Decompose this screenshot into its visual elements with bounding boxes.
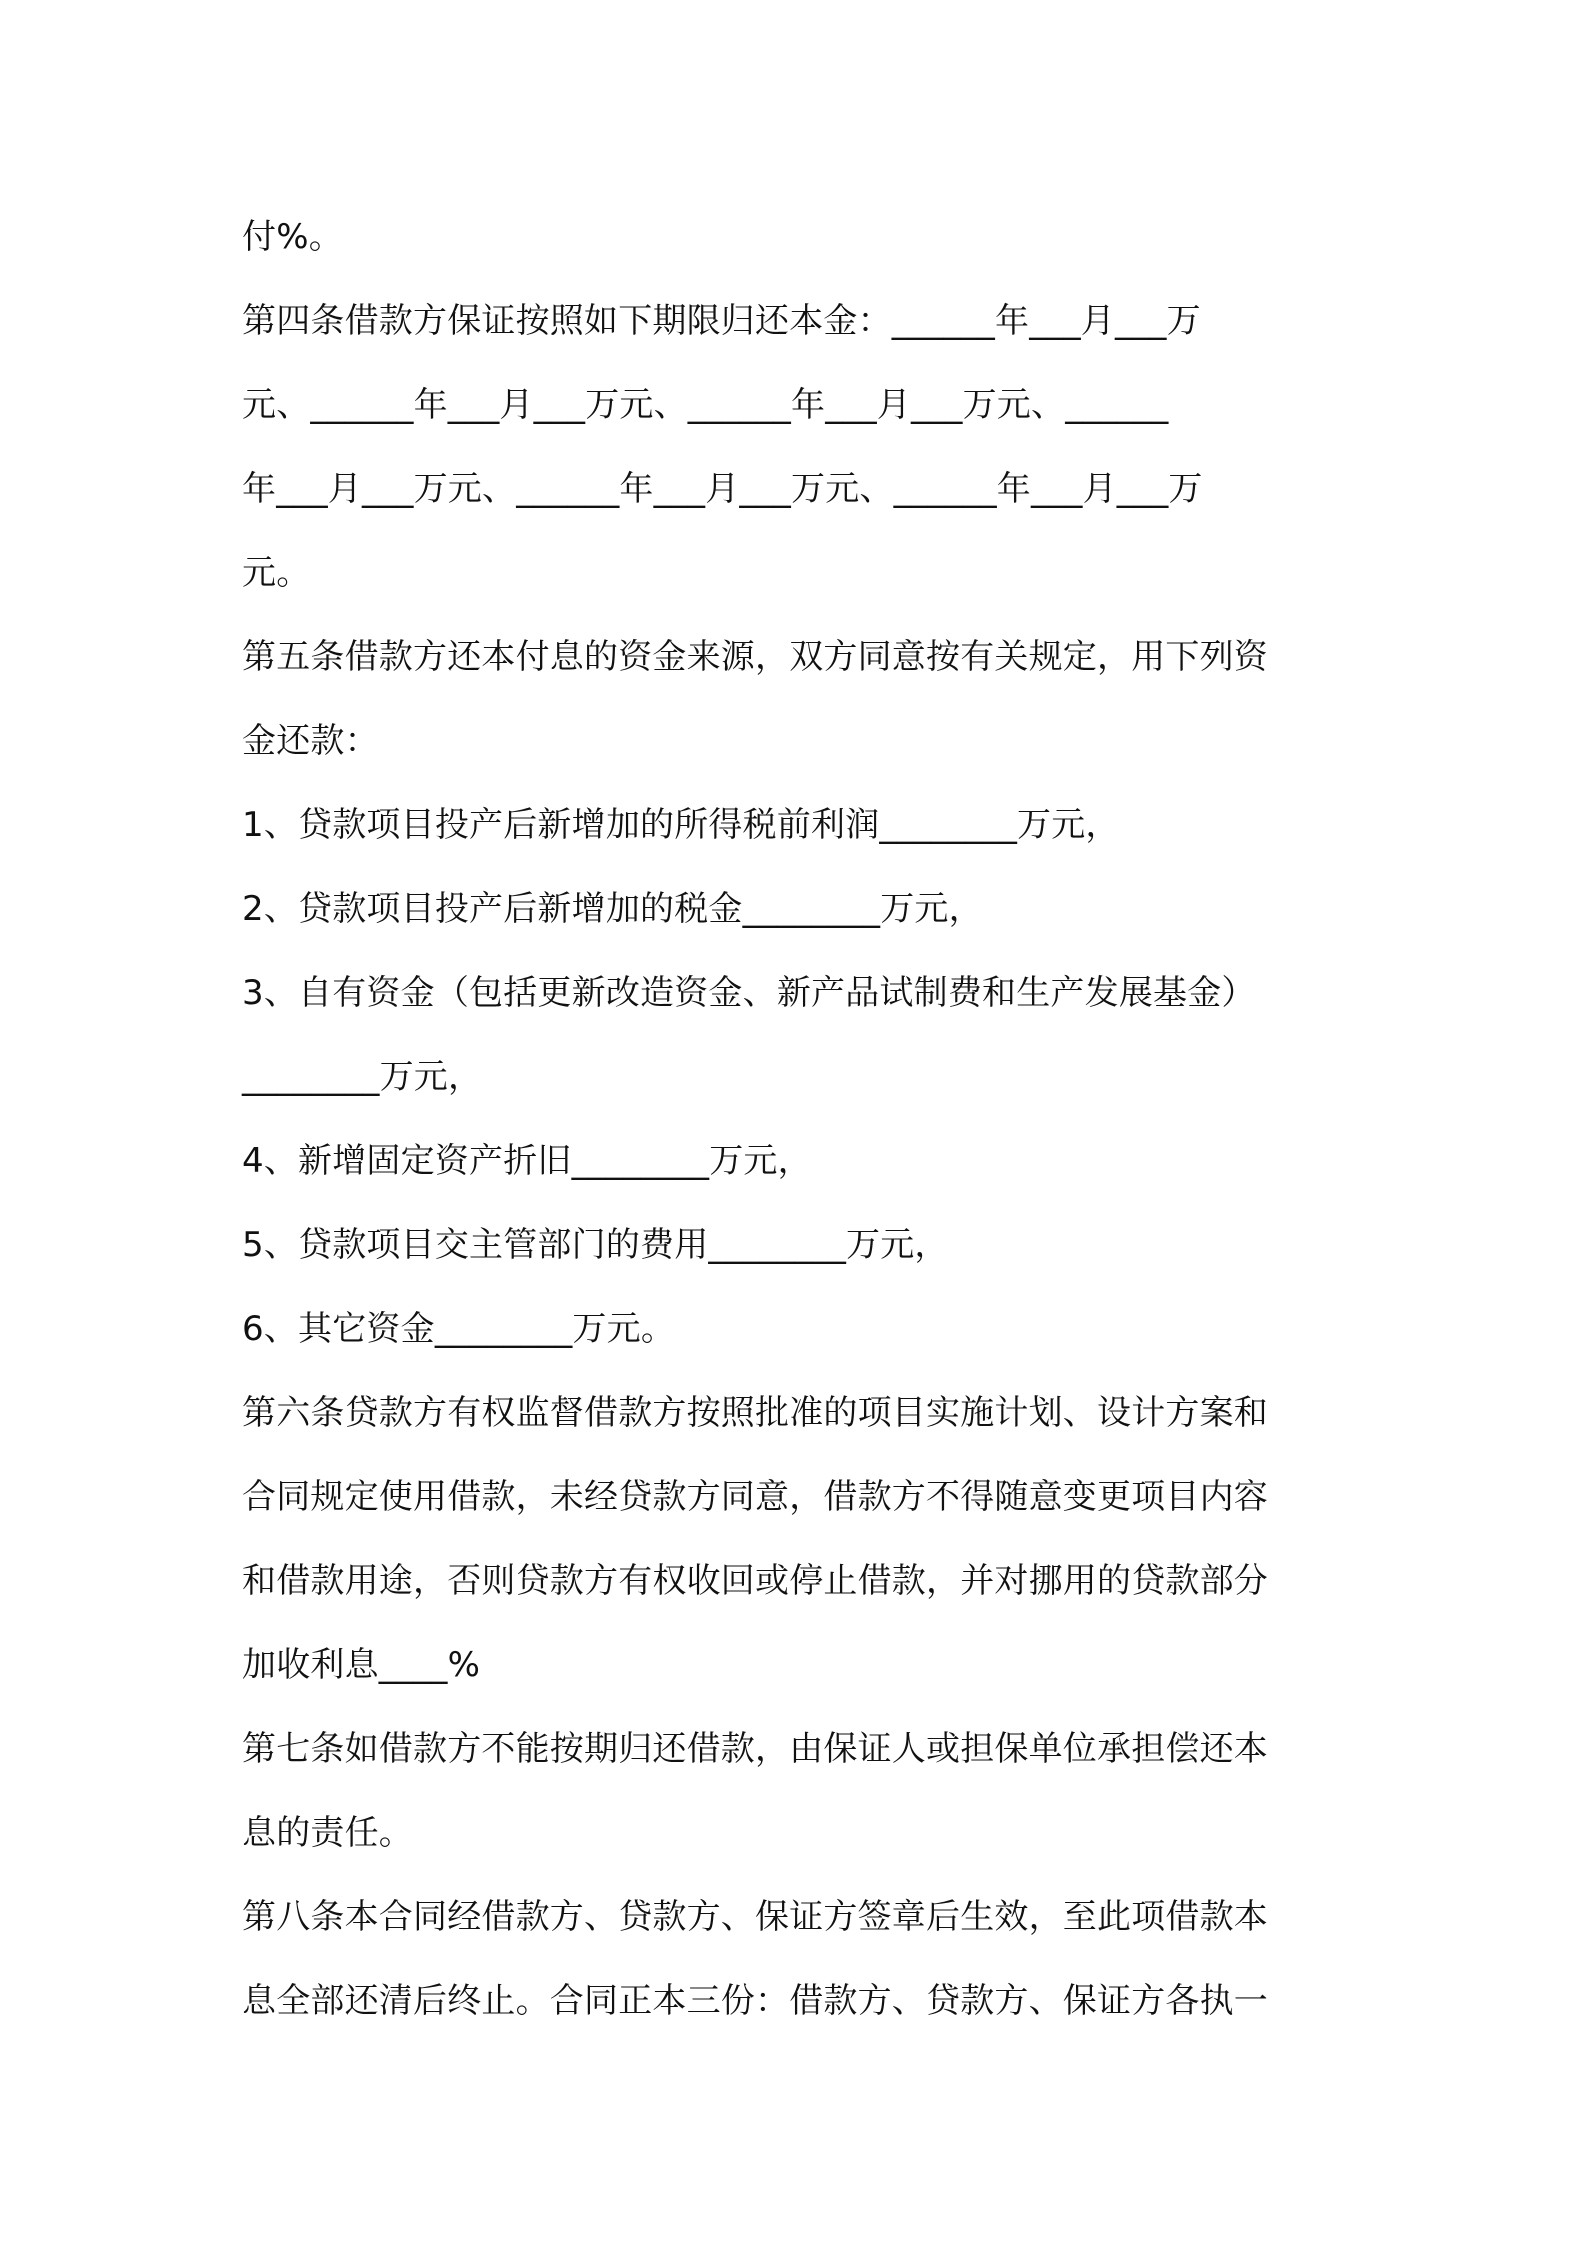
text-line: 第八条本合同经借款方、贷款方、保证方签章后生效，至此项借款本 [242,1897,1268,1937]
text-line: 合同规定使用借款，未经贷款方同意，借款方不得随意变更项目内容 [242,1477,1268,1517]
text-line: 3、自有资金（包括更新改造资金、新产品试制费和生产发展基金） [242,973,1256,1013]
document-body [242,195,1362,2043]
text-line: 元、______年___月___万元、______年___月___万元、______ [242,385,1169,425]
text-line: 第七条如借款方不能按期归还借款，由保证人或担保单位承担偿还本 [242,1729,1268,1769]
text-line: 付%。 [242,217,343,257]
text-line: 金还款： [242,721,379,761]
text-line: 第四条借款方保证按照如下期限归还本金：______年___月___万 [242,301,1201,341]
text-line: ________万元， [242,1057,483,1097]
text-line: 息的责任。 [242,1813,413,1853]
text-line: 2、贷款项目投产后新增加的税金________万元， [242,889,983,929]
text-line: 加收利息____% [242,1645,481,1685]
text-line: 年___月___万元、______年___月___万元、______年___月___万 [242,469,1203,509]
text-line: 第六条贷款方有权监督借款方按照批准的项目实施计划、设计方案和 [242,1393,1268,1433]
text-line: 息全部还清后终止。合同正本三份：借款方、贷款方、保证方各执一 [242,1981,1268,2021]
text-line: 和借款用途，否则贷款方有权收回或停止借款，并对挪用的贷款部分 [242,1561,1268,1601]
text-line: 元。 [242,553,311,593]
text-line: 1、贷款项目投产后新增加的所得税前利润________万元， [242,805,1120,845]
text-line: 6、其它资金________万元。 [242,1309,676,1349]
text-line: 第五条借款方还本付息的资金来源，双方同意按有关规定，用下列资 [242,637,1268,677]
text-line: 4、新增固定资产折旧________万元， [242,1141,812,1181]
text-line: 5、贷款项目交主管部门的费用________万元， [242,1225,949,1265]
